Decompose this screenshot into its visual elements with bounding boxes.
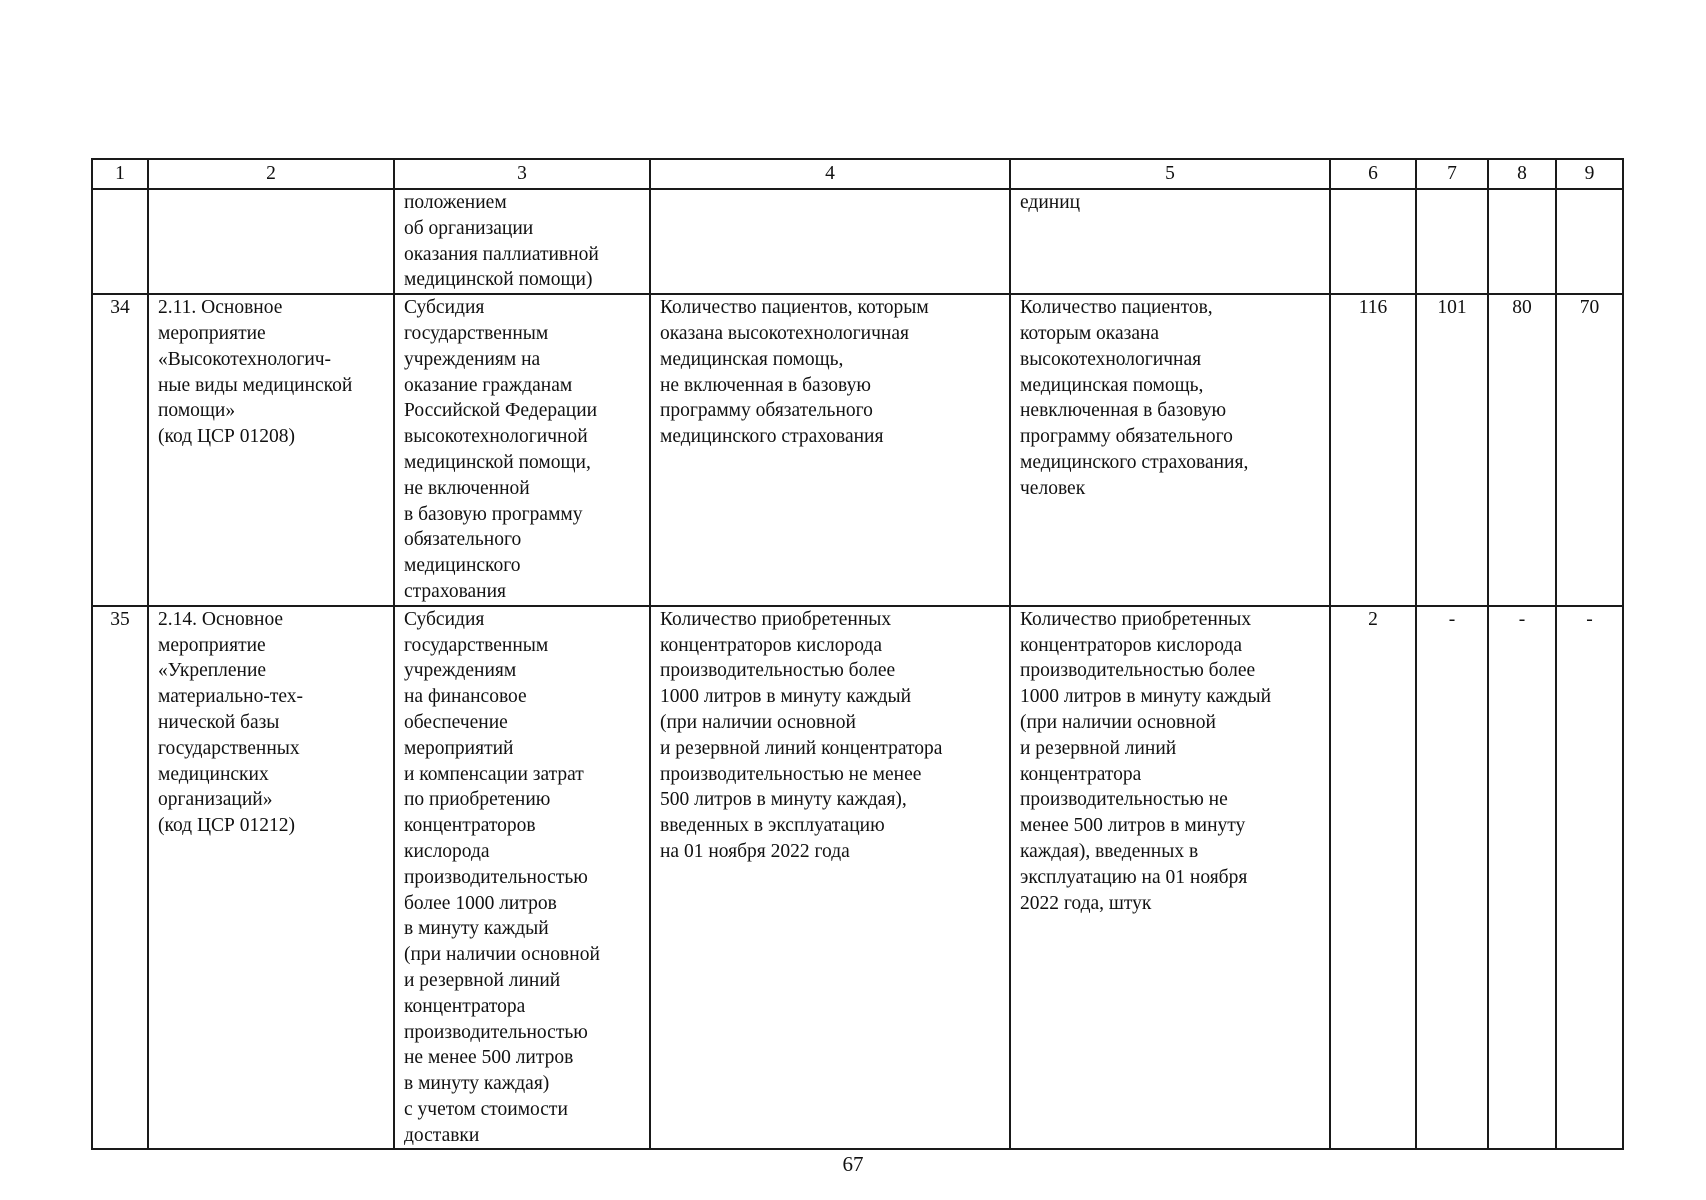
value-cell-9: - xyxy=(1556,606,1623,1150)
value-cell-6: 116 xyxy=(1330,294,1416,606)
value-cell-6 xyxy=(1330,189,1416,294)
column-number: 9 xyxy=(1556,159,1623,189)
event-cell: 2.11. Основное мероприятие «Высокотехнологич- ные виды медицинской помощи» (код ЦСР 01208) xyxy=(148,294,394,606)
value-cell-8 xyxy=(1488,189,1556,294)
indicator-cell: Количество приобретенных концентраторов кислорода производительностью более 1000 литров в минуту каждый (при наличии основной и резервной линий концентратора производительностью не менее 500 литров в минуту каждая), введенных в эксплуатацию на 01 ноября 2022 года, штук xyxy=(1010,606,1330,1150)
result-cell: Количество пациентов, которым оказана высокотехнологичная медицинская помощь, не включенная в базовую программу обязательного медицинского страхования xyxy=(650,294,1010,606)
event-cell xyxy=(148,189,394,294)
result-cell xyxy=(650,189,1010,294)
event-cell: 2.14. Основное мероприятие «Укрепление материально-тех- нической базы государственных медицинских организаций» (код ЦСР 01212) xyxy=(148,606,394,1150)
row-number-cell xyxy=(92,189,148,294)
column-number: 2 xyxy=(148,159,394,189)
value-cell-8: 80 xyxy=(1488,294,1556,606)
result-cell: Количество приобретенных концентраторов кислорода производительностью более 1000 литров в минуту каждый (при наличии основной и резервной линий концентратора производительностью не менее 500 литров в минуту каждая), введенных в эксплуатацию на 01 ноября 2022 года xyxy=(650,606,1010,1150)
column-number-row xyxy=(92,159,1623,189)
value-cell-8: - xyxy=(1488,606,1556,1150)
column-number: 8 xyxy=(1488,159,1556,189)
funding-direction-cell: Субсидия государственным учреждениям на финансовое обеспечение мероприятий и компенсации затрат по приобретению концентраторов кислорода производительностью более 1000 литров в минуту каждый (при наличии основной и резервной линий концентратора производительностью не менее 500 литров в минуту каждая) с учетом стоимости доставки xyxy=(394,606,650,1150)
page-number: 67 xyxy=(842,1152,864,1176)
value-cell-9 xyxy=(1556,189,1623,294)
column-number: 1 xyxy=(92,159,148,189)
column-number: 5 xyxy=(1010,159,1330,189)
indicator-cell: единиц xyxy=(1010,189,1330,294)
column-number: 4 xyxy=(650,159,1010,189)
column-number: 6 xyxy=(1330,159,1416,189)
funding-direction-cell: положением об организации оказания паллиативной медицинской помощи) xyxy=(394,189,650,294)
value-cell-7: 101 xyxy=(1416,294,1488,606)
value-cell-6: 2 xyxy=(1330,606,1416,1150)
table-row-continuation xyxy=(92,189,1623,294)
column-number: 7 xyxy=(1416,159,1488,189)
row-number-cell: 35 xyxy=(92,606,148,1150)
value-cell-9: 70 xyxy=(1556,294,1623,606)
value-cell-7 xyxy=(1416,189,1488,294)
column-number: 3 xyxy=(394,159,650,189)
table-row xyxy=(92,294,1623,606)
value-cell-7: - xyxy=(1416,606,1488,1150)
row-number-cell: 34 xyxy=(92,294,148,606)
indicator-cell: Количество пациентов, которым оказана высокотехнологичная медицинская помощь, невключенная в базовую программу обязательного медицинского страхования, человек xyxy=(1010,294,1330,606)
funding-direction-cell: Субсидия государственным учреждениям на оказание гражданам Российской Федерации высокотехнологичной медицинской помощи, не включенной в базовую программу обязательного медицинского страхования xyxy=(394,294,650,606)
table-row xyxy=(92,606,1623,1150)
program-measures-table xyxy=(91,158,1624,1150)
